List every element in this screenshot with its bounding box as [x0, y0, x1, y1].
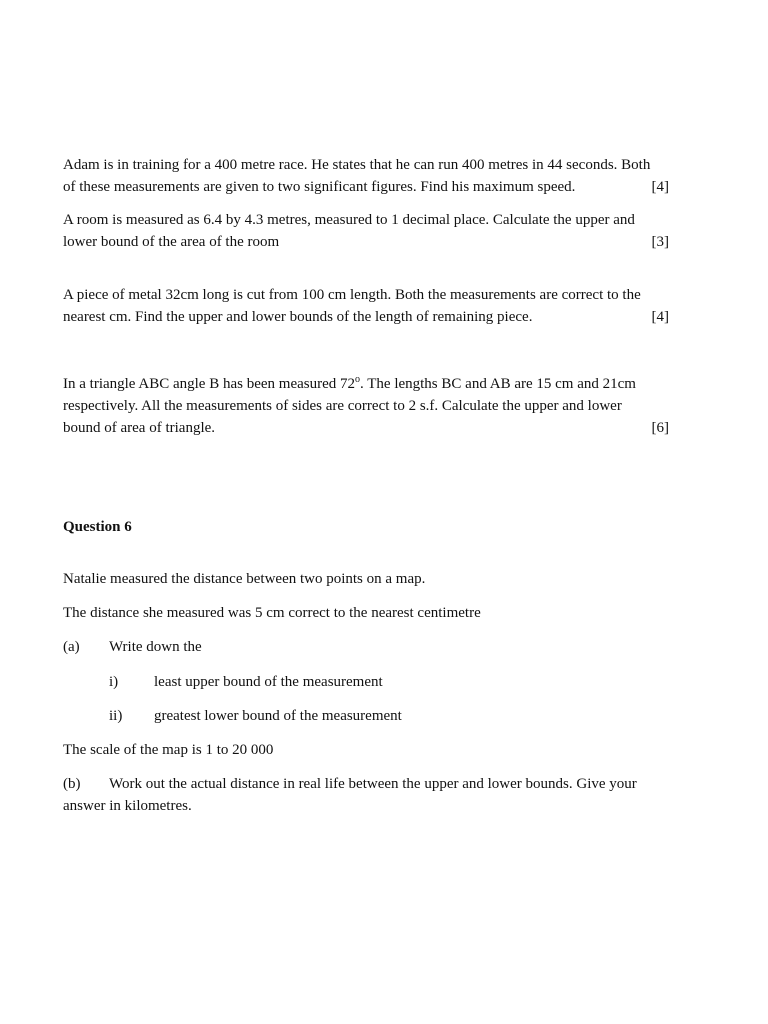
part-a-label: (a) [63, 639, 80, 655]
question-text-line: A room is measured as 6.4 by 4.3 metres, measured to 1 decimal place. Calculate the upper and [63, 212, 635, 228]
question-metal-piece [63, 284, 675, 328]
part-b-text: Work out the actual distance in real life between the upper and lower bounds. Give your [109, 776, 637, 792]
part-b-text-continued: answer in kilometres. [63, 798, 192, 814]
question-6-intro-line: The distance she measured was 5 cm correct to the nearest centimetre [63, 605, 481, 621]
question-text: of these measurements are given to two significant figures. Find his maximum speed. [63, 179, 576, 195]
sub-part-ii-text: greatest lower bound of the measurement [154, 708, 402, 724]
part-a-text: Write down the [109, 639, 202, 655]
sub-part-i-text: least upper bound of the measurement [154, 674, 383, 690]
marks-label: [4] [651, 179, 669, 195]
question-text-line: Adam is in training for a 400 metre race. He states that he can run 400 metres in 44 seconds. Both [63, 157, 651, 173]
question-text-line: A piece of metal 32cm long is cut from 100 cm length. Both the measurements are correct to the [63, 287, 641, 303]
marks-label: [6] [651, 420, 669, 436]
question-text-line [63, 417, 675, 439]
degree-superscript: o [355, 374, 361, 385]
sub-part-i-label: i) [109, 674, 119, 690]
marks-label: [3] [651, 234, 669, 250]
question-text-line [63, 306, 675, 328]
part-b-label: (b) [63, 776, 81, 792]
question-room-area [63, 209, 675, 253]
question-text-line [63, 231, 675, 253]
question-triangle-area [63, 373, 675, 439]
sub-part-ii-label: ii) [109, 708, 123, 724]
map-scale-text: The scale of the map is 1 to 20 000 [63, 742, 274, 758]
question-6-intro-line: Natalie measured the distance between two points on a map. [63, 571, 426, 587]
question-6-heading: Question 6 [63, 519, 132, 535]
marks-label: [4] [651, 309, 669, 325]
question-text: . The lengths BC and AB are 15 cm and 21cm [360, 376, 636, 392]
question-text: nearest cm. Find the upper and lower bounds of the length of remaining piece. [63, 309, 533, 325]
question-text-line [63, 373, 675, 395]
question-text: bound of area of triangle. [63, 420, 216, 436]
question-text: In a triangle ABC angle B has been measured 72 [63, 376, 356, 392]
question-text-line [63, 176, 675, 198]
question-text-line: respectively. All the measurements of sides are correct to 2 s.f. Calculate the upper and lower [63, 398, 622, 414]
question-max-speed [63, 154, 675, 198]
question-text: lower bound of the area of the room [63, 234, 280, 250]
